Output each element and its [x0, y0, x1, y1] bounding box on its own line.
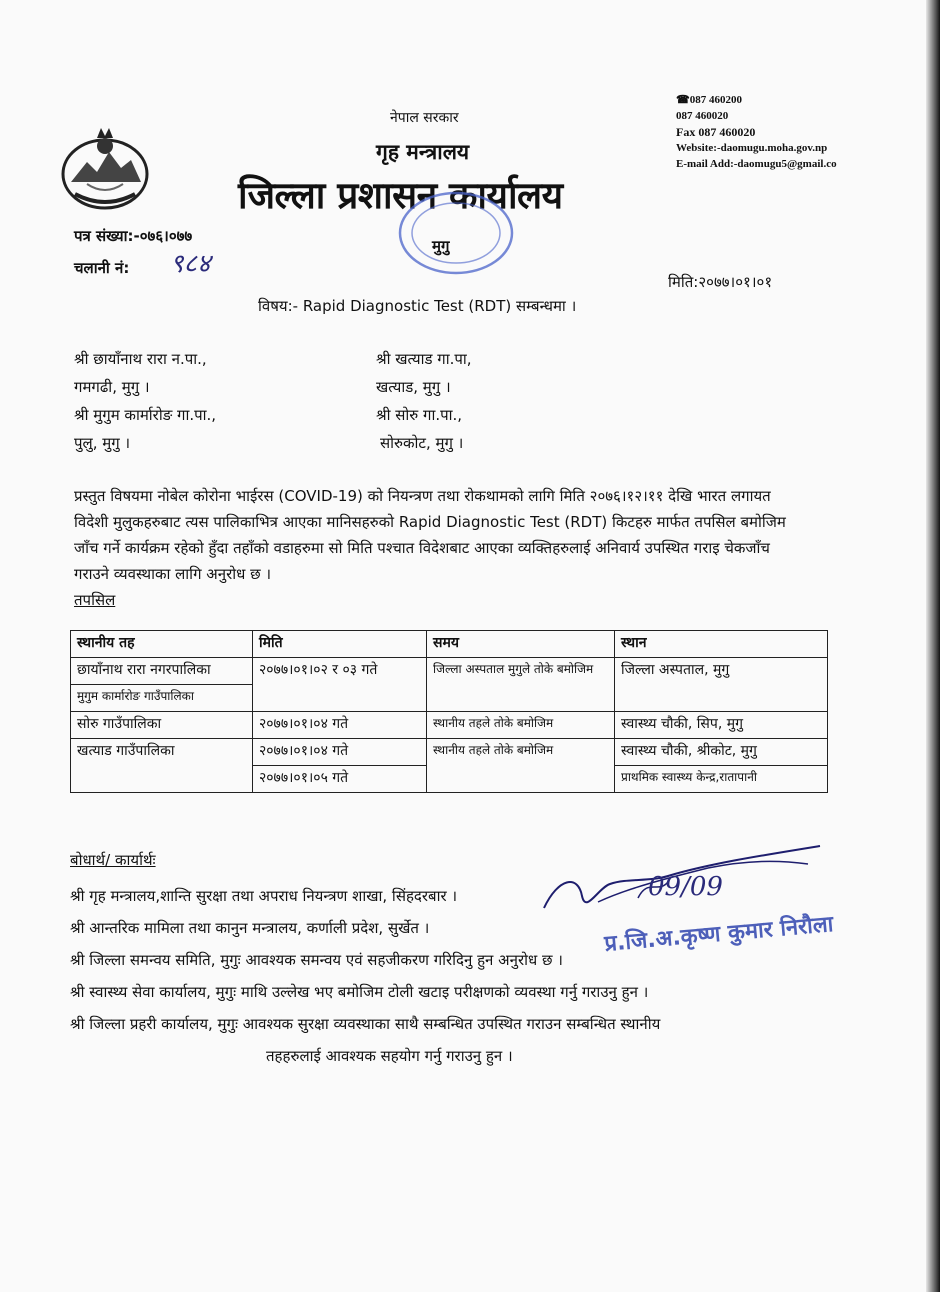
body-paragraph: प्रस्तुत विषयमा नोबेल कोरोना भाईरस (COVID-19) को नियन्त्रण तथा रोकथामको लागि मिति २०७६।१२।११ देखि भारत लगायत विदेशी मुलुकहरुबाट त्यस पालिकाभित्र आएका मानिसहरुको Rapid Diagnostic Test (RDT) किटहरु मार्फत तपसिल बमोजिम जाँच गर्ने कार्यक्रम रहेको हुँदा तहाँको वडाहरुमा सो मिति पश्चात विदेशबाट आएका व्यक्तिहरुलाई अनिवार्य उपस्थित गराइ चेकजाँच गराउने व्यवस्थाका लागि अनुरोध छ ।	[74, 487, 786, 583]
cell-date: २०७७।०१।०२ र ०३ गते	[253, 658, 427, 712]
ministry-name: गृह मन्त्रालय	[376, 140, 470, 164]
cell-time: जिल्ला अस्पताल मुगुले तोके बमोजिम	[427, 658, 615, 712]
addressee-line: गमगढी, मुगु ।	[74, 378, 150, 396]
cell-date: २०७७।०१।०४ गते	[253, 712, 427, 739]
office-name: जिल्ला प्रशासन कार्यालय	[238, 174, 563, 217]
addressees-right	[376, 345, 472, 457]
cell-local: सोरु गाउँपालिका	[71, 712, 253, 739]
contact-phone-1: ☎087 460200	[676, 94, 742, 106]
cc-item: तहहरुलाई आवश्यक सहयोग गर्नु गराउनु हुन ।	[266, 1047, 513, 1065]
cc-item: श्री गृह मन्त्रालय,शान्ति सुरक्षा तथा अपराध नियन्त्रण शाखा, सिंहदरबार ।	[70, 887, 458, 905]
addressees-left	[74, 345, 216, 457]
contact-website: Website:-daomugu.moha.gov.np	[676, 142, 828, 154]
letter-number: पत्र संख्या:-०७६।०७७	[74, 227, 193, 245]
contact-phone-2: 087 460020	[676, 110, 729, 122]
subject-line: विषय:- Rapid Diagnostic Test (RDT) सम्बन्धमा ।	[258, 297, 577, 315]
addressee-line: श्री सोरु गा.पा.,	[376, 406, 463, 424]
contact-email: E-mail Add:-daomugu5@gmail.co	[676, 158, 837, 170]
col-header-time: समय	[427, 631, 615, 658]
cell-time: स्थानीय तहले तोके बमोजिम	[427, 739, 615, 793]
schedule-table	[70, 630, 828, 793]
cell-local: मुगुम कार्मारोङ गाउँपालिका	[71, 685, 253, 712]
nepal-emblem-icon	[57, 124, 153, 212]
table-row	[71, 658, 828, 685]
letter-date: मिति:२०७७।०१।०१	[668, 273, 773, 291]
cc-item: श्री जिल्ला समन्वय समिति, मुगुः आवश्यक समन्वय एवं सहजीकरण गरिदिनु हुन अनुरोध छ ।	[70, 951, 563, 969]
cell-place: प्राथमिक स्वास्थ्य केन्द्र,रातापानी	[615, 766, 828, 793]
table-row	[71, 712, 828, 739]
cell-local: खत्याड गाउँपालिका	[71, 739, 253, 793]
col-header-date: मिति	[253, 631, 427, 658]
addressee-line: श्री छायाँनाथ रारा न.पा.,	[74, 350, 207, 368]
office-stamp	[396, 188, 516, 278]
office-location: मुगु	[432, 237, 450, 255]
cell-place: स्वास्थ्य चौकी, सिप, मुगु	[615, 712, 828, 739]
cc-item: श्री जिल्ला प्रहरी कार्यालय, मुगुः आवश्यक सुरक्षा व्यवस्थाका साथै सम्बन्धित उपस्थित गराउन सम्बन्धित स्थानीय	[70, 1015, 661, 1033]
addressee-line: सोरुकोट, मुगु ।	[380, 434, 464, 452]
cell-date: २०७७।०१।०४ गते	[253, 739, 427, 766]
dispatch-number-label: चलानी नं:	[74, 259, 130, 277]
signatory-stamp: प्र.जि.अ.कृष्ण कुमार निरौला	[603, 912, 835, 957]
addressee-line: पुलु, मुगु ।	[74, 434, 131, 452]
cell-time: स्थानीय तहले तोके बमोजिम	[427, 712, 615, 739]
table-header-row	[71, 631, 828, 658]
addressee-line: श्री मुगुम कार्मारोङ गा.पा.,	[74, 406, 217, 424]
addressee-line: खत्याड, मुगु ।	[376, 378, 451, 396]
cc-item: श्री आन्तरिक मामिला तथा कानुन मन्त्रालय, कर्णाली प्रदेश, सुर्खेत ।	[70, 919, 430, 937]
cell-date: २०७७।०१।०५ गते	[253, 766, 427, 793]
cell-place: स्वास्थ्य चौकी, श्रीकोट, मुगु	[615, 739, 828, 766]
col-header-local: स्थानीय तह	[71, 631, 253, 658]
cell-place: जिल्ला अस्पताल, मुगु	[615, 658, 828, 712]
signature-date-handwritten: 09/09	[648, 872, 723, 902]
addressee-line: श्री खत्याड गा.पा,	[376, 350, 472, 368]
cc-item: श्री स्वास्थ्य सेवा कार्यालय, मुगुः माथि उल्लेख भए बमोजिम टोली खटाइ परीक्षणको व्यवस्था गर्नु गराउनु हुन ।	[70, 983, 649, 1001]
contact-fax: Fax 087 460020	[676, 125, 756, 139]
cc-title: बोधार्थ/ कार्यार्थः	[70, 851, 156, 869]
contact-block	[676, 92, 837, 172]
col-header-place: स्थान	[615, 631, 828, 658]
government-name: नेपाल सरकार	[390, 110, 459, 126]
scan-edge	[926, 0, 940, 1292]
table-row	[71, 739, 828, 766]
tapsil-label: तपसिल	[74, 591, 116, 609]
cell-local: छायाँनाथ रारा नगरपालिका	[71, 658, 253, 685]
dispatch-number-handwritten: ९८४	[170, 249, 211, 279]
